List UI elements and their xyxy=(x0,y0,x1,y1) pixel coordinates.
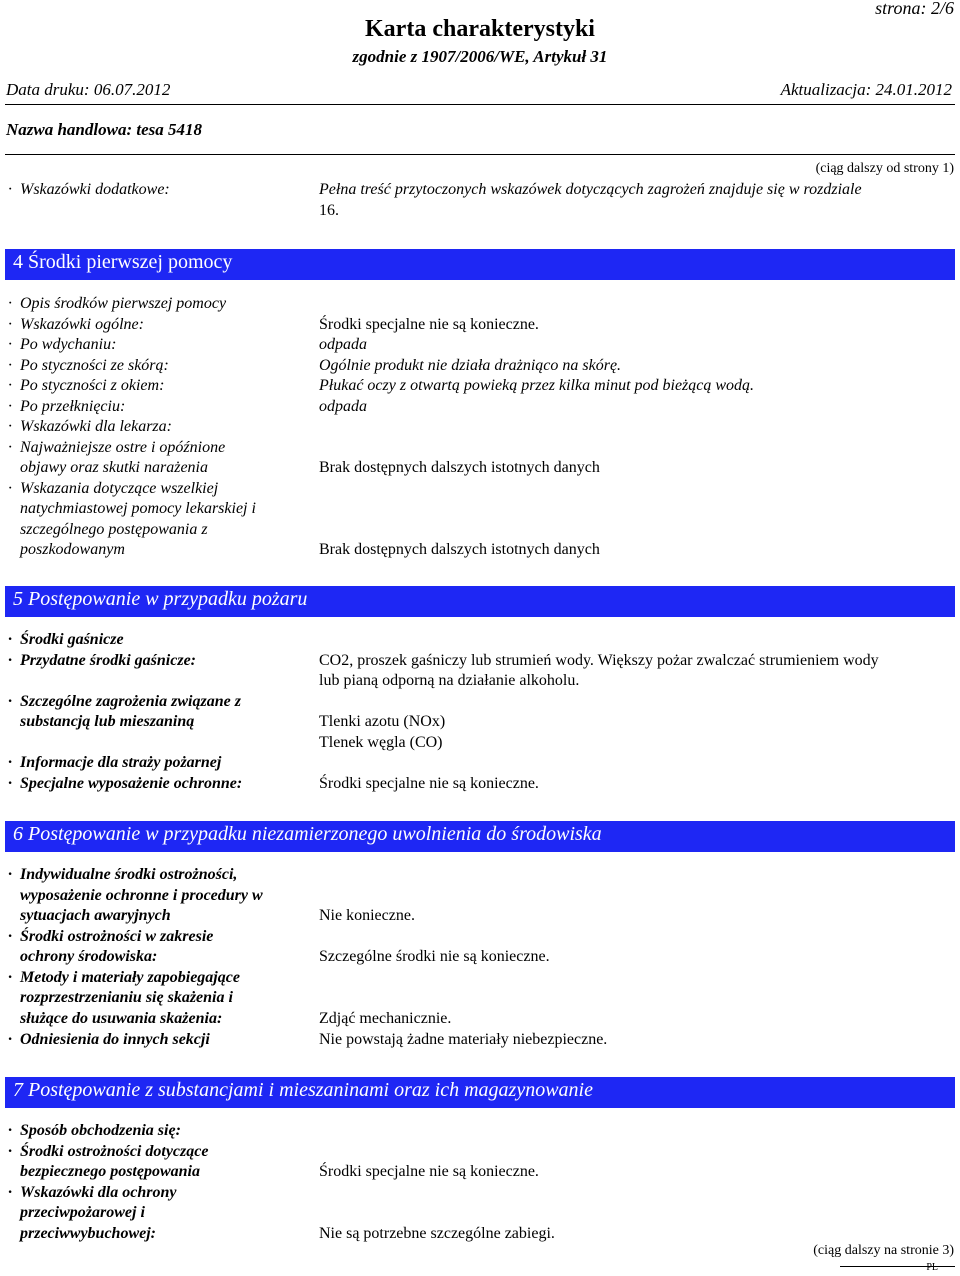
row-value: odpada xyxy=(319,397,367,415)
row-value: Płukać oczy z otwartą powieką przez kilka minut pod bieżącą wodą. xyxy=(319,377,755,394)
row-label xyxy=(20,1224,310,1245)
row-label xyxy=(20,906,310,927)
row-label-text: objawy oraz skutki narażenia xyxy=(20,459,208,476)
row-label-text: Po przełknięciu: xyxy=(20,397,126,415)
row-label xyxy=(8,294,310,315)
bullet-dot: · xyxy=(8,356,12,374)
bullet-dot: · xyxy=(8,315,12,333)
bullet-dot: · xyxy=(8,1031,12,1048)
row-value: Środki specjalne nie są konieczne. xyxy=(319,315,539,333)
row-label xyxy=(20,947,310,968)
bullet-dot: · xyxy=(8,1122,12,1139)
intro-value-cont: 16. xyxy=(319,202,339,219)
row-label xyxy=(20,1203,310,1224)
row-value: Środki specjalne nie są konieczne. xyxy=(319,775,539,792)
row-label xyxy=(8,1030,310,1051)
row-label-text: Po styczności ze skórą: xyxy=(20,356,169,374)
row-label-text: Szczególne zagrożenia związane z xyxy=(20,693,241,710)
row-label-text: Przydatne środki gaśnicze: xyxy=(20,652,196,669)
row-label xyxy=(8,438,310,459)
row-value: Środki specjalne nie są konieczne. xyxy=(319,1163,539,1180)
row-label-text: Informacje dla straży pożarnej xyxy=(20,754,222,771)
row-label-text: sytuacjach awaryjnych xyxy=(20,907,171,924)
row-label-text: Najważniejsze ostre i opóźnione xyxy=(20,438,226,456)
row-label xyxy=(8,692,310,713)
row-label-text: Indywidualne środki ostrożności, xyxy=(20,866,238,883)
row-label xyxy=(20,540,310,561)
section-6-title: 6 Postępowanie w przypadku niezamierzonego uwolnienia do środowiska xyxy=(13,823,602,845)
intro-value: Pełna treść przytoczonych wskazówek dotyczących zagrożeń znajduje się w rozdziale xyxy=(319,181,862,198)
section-7-title: 7 Postępowanie z substancjami i mieszaninami oraz ich magazynowanie xyxy=(13,1079,593,1101)
print-date: Data druku: 06.07.2012 xyxy=(6,80,171,99)
row-label-text: wyposażenie ochronne i procedury w xyxy=(20,887,263,904)
row-label-text: natychmiastowej pomocy lekarskiej i xyxy=(20,500,256,517)
row-label-text: szczególnego postępowania z xyxy=(20,520,208,538)
row-label xyxy=(8,479,310,500)
row-value: Nie powstają żadne materiały niebezpieczne. xyxy=(319,1031,608,1048)
row-value: Tlenki azotu (NOx) xyxy=(319,713,446,730)
bullet-dot: · xyxy=(8,377,12,394)
section-7-header xyxy=(5,1077,955,1108)
continued-to-note: (ciąg dalszy na stronie 3) xyxy=(813,1243,954,1258)
intro-label: · Wskazówki dodatkowe: xyxy=(8,181,170,198)
language-code: PL xyxy=(926,1262,938,1273)
row-label xyxy=(20,499,310,520)
row-label-text: Po styczności z okiem: xyxy=(20,377,165,394)
row-label-text: przeciwwybuchowej: xyxy=(20,1225,156,1242)
row-label xyxy=(20,458,310,479)
bullet-dot: · xyxy=(8,1143,12,1160)
row-label xyxy=(8,397,310,418)
row-label xyxy=(8,1121,310,1142)
row-label-text: Odniesienia do innych sekcji xyxy=(20,1031,210,1048)
row-label-text: Wskazówki dla ochrony xyxy=(20,1184,177,1201)
row-label xyxy=(8,376,310,397)
row-label xyxy=(20,712,310,733)
row-value: Brak dostępnych dalszych istotnych danych xyxy=(319,541,600,558)
bullet-dot: · xyxy=(8,693,12,710)
section-5-header xyxy=(5,586,955,617)
row-label-text: poszkodowanym xyxy=(20,541,125,558)
document-subtitle: zgodnie z 1907/2006/WE, Artykuł 31 xyxy=(352,47,608,66)
document-title: Karta charakterystyki xyxy=(365,16,595,42)
header-divider xyxy=(5,104,955,105)
row-label-text: Środki ostrożności dotyczące xyxy=(20,1143,209,1160)
row-label xyxy=(8,774,310,795)
row-value: Ogólnie produkt nie działa drażniąco na skórę. xyxy=(319,356,622,374)
row-label xyxy=(20,988,310,1009)
row-label xyxy=(8,335,310,356)
section-5-title: 5 Postępowanie w przypadku pożaru xyxy=(13,588,308,610)
bullet-dot: · xyxy=(8,969,12,986)
row-value: Zdjąć mechanicznie. xyxy=(319,1010,452,1027)
row-label-text: Wskazania dotyczące wszelkiej xyxy=(20,479,219,497)
update-date: Aktualizacja: 24.01.2012 xyxy=(780,80,952,99)
row-label-text: Opis środków pierwszej pomocy xyxy=(20,295,227,312)
row-label xyxy=(20,1009,310,1030)
bullet-dot: · xyxy=(8,397,12,415)
bullet-dot: · xyxy=(8,775,12,792)
bullet-dot: · xyxy=(8,336,12,353)
row-label xyxy=(8,753,310,774)
row-label xyxy=(20,1162,310,1183)
row-label xyxy=(8,968,310,989)
row-label xyxy=(8,651,310,672)
row-value: odpada xyxy=(319,336,367,353)
row-label xyxy=(8,1142,310,1163)
bullet-dot: · xyxy=(8,438,12,456)
continued-from-note: (ciąg dalszy od strony 1) xyxy=(815,161,954,176)
trade-name: Nazwa handlowa: tesa 5418 xyxy=(6,120,202,139)
bullet-dot: · xyxy=(8,754,12,771)
bullet-dot: · xyxy=(8,652,12,669)
row-label xyxy=(8,865,310,886)
row-label-text: Środki gaśnicze xyxy=(20,631,124,648)
row-label-text: rozprzestrzenianiu się skażenia i xyxy=(20,989,233,1006)
row-label xyxy=(20,520,310,541)
row-value: Tlenek węgla (CO) xyxy=(319,734,443,751)
row-label-text: Wskazówki dla lekarza: xyxy=(20,418,172,435)
row-label-text: przeciwpożarowej i xyxy=(20,1204,145,1221)
row-label-text: Metody i materiały zapobiegające xyxy=(20,969,240,986)
page-number: strona: 2/6 xyxy=(875,0,954,18)
bullet-dot: · xyxy=(8,479,12,497)
row-value: lub pianą odporną na działanie alkoholu. xyxy=(319,672,580,689)
bullet-dot: · xyxy=(8,295,12,312)
row-label-text: ochrony środowiska: xyxy=(20,948,158,965)
bullet-dot: · xyxy=(8,631,12,648)
bullet-dot: · xyxy=(8,928,12,945)
bullet-dot: · xyxy=(8,1184,12,1201)
section-4-header xyxy=(5,249,955,280)
row-value: CO2, proszek gaśniczy lub strumień wody. Większy pożar zwalczać strumieniem wody xyxy=(319,652,879,669)
row-label-text: służące do usuwania skażenia: xyxy=(20,1010,223,1027)
row-value: Brak dostępnych dalszych istotnych danych xyxy=(319,459,600,476)
row-label xyxy=(8,417,310,438)
bullet-dot: · xyxy=(8,866,12,883)
row-label-text: Po wdychaniu: xyxy=(20,336,117,353)
row-value: Nie są potrzebne szczególne zabiegi. xyxy=(319,1225,555,1242)
row-value: Nie konieczne. xyxy=(319,907,415,924)
row-label-text: Specjalne wyposażenie ochronne: xyxy=(20,775,243,792)
row-label-text: substancją lub mieszaniną xyxy=(20,713,195,730)
row-label-text: Środki ostrożności w zakresie xyxy=(20,928,214,945)
bullet-dot: · xyxy=(8,418,12,435)
row-label xyxy=(8,356,310,377)
row-label xyxy=(20,886,310,907)
row-label-text: Wskazówki ogólne: xyxy=(20,315,144,333)
row-label xyxy=(8,1183,310,1204)
row-label xyxy=(8,630,310,651)
row-value: Szczególne środki nie są konieczne. xyxy=(319,948,550,965)
row-label-text: Sposób obchodzenia się: xyxy=(20,1122,181,1139)
row-label xyxy=(8,315,310,336)
row-label xyxy=(8,927,310,948)
section-6-header xyxy=(5,821,955,852)
row-label-text: bezpiecznego postępowania xyxy=(20,1163,200,1180)
section-4-title: 4 Środki pierwszej pomocy xyxy=(13,251,233,273)
trade-name-divider xyxy=(5,154,955,155)
